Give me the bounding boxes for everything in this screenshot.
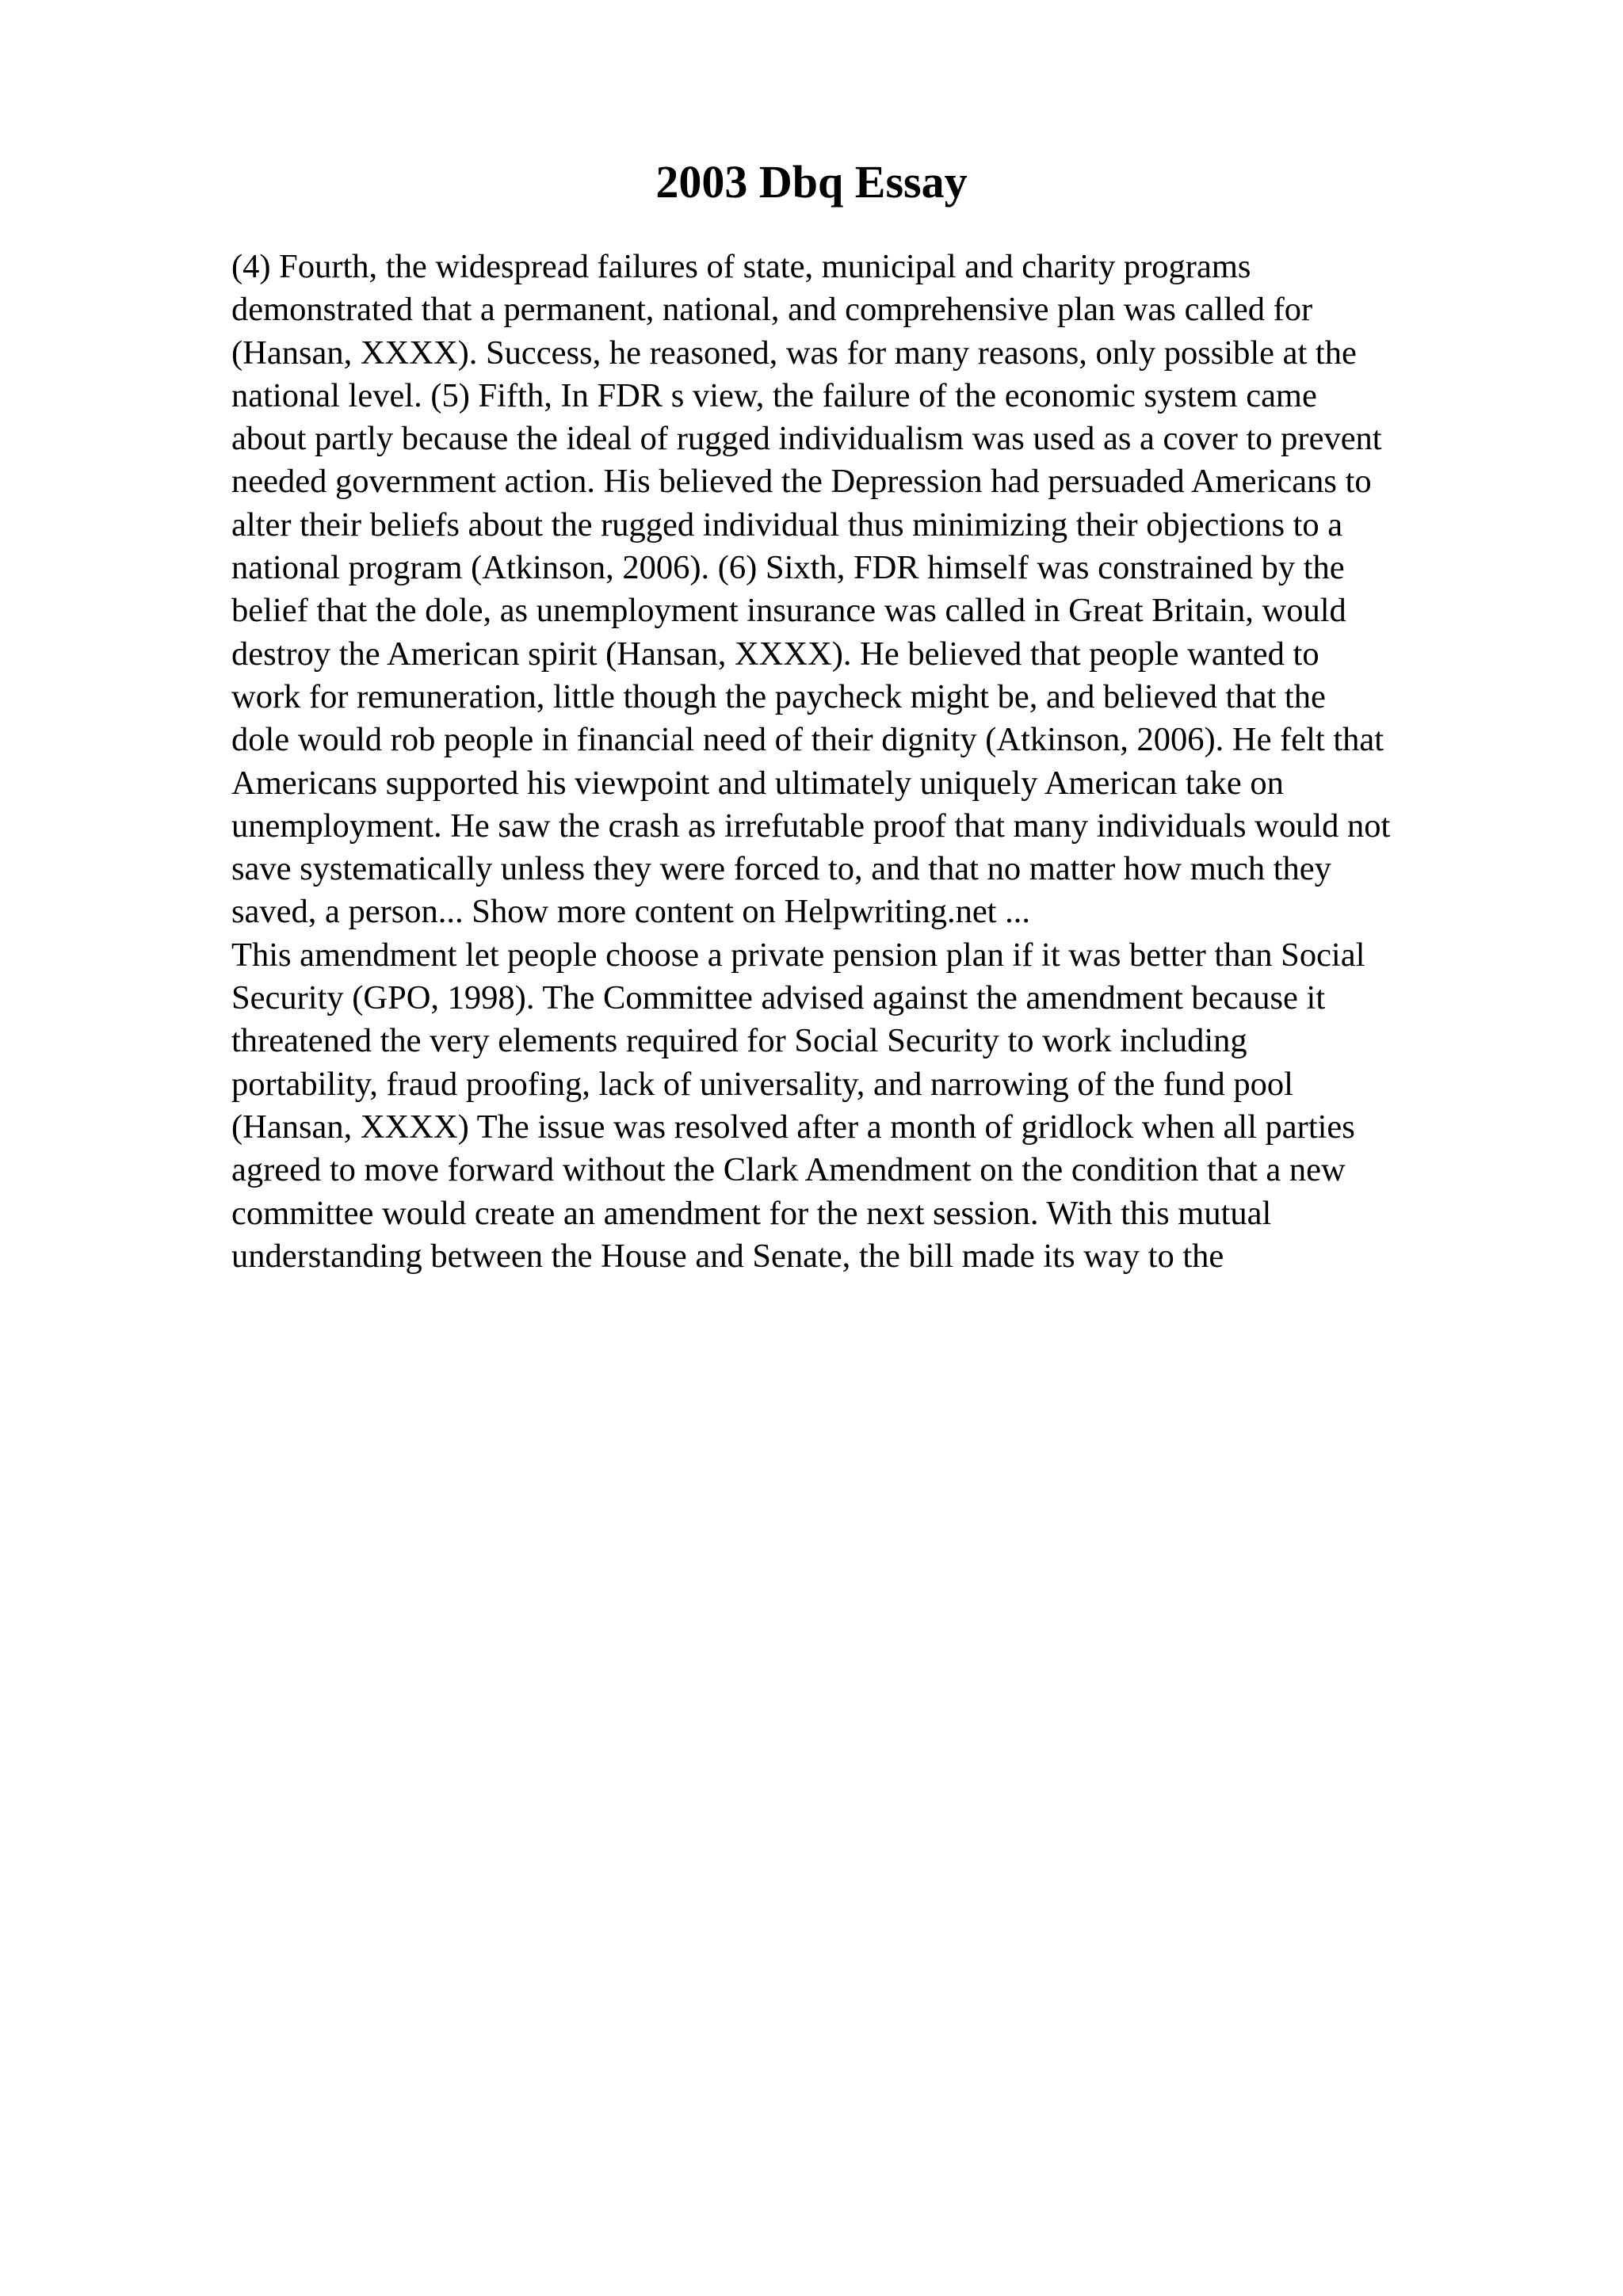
body-line: saved, a person... Show more content on Helpwriting.net ... bbox=[231, 893, 1030, 931]
body-line: save systematically unless they were forced to, and that no matter how much they bbox=[231, 850, 1331, 888]
body-line: national level. (5) Fifth, In FDR s view, the failure of the economic system came bbox=[231, 376, 1317, 414]
body-line: understanding between the House and Senate, the bill made its way to the bbox=[231, 1237, 1224, 1275]
body-line: belief that the dole, as unemployment insurance was called in Great Britain, would bbox=[231, 592, 1346, 630]
body-line: national program (Atkinson, 2006). (6) Sixth, FDR himself was constrained by the bbox=[231, 549, 1345, 587]
body-line: work for remuneration, little though the paycheck might be, and believed that the bbox=[231, 677, 1326, 715]
body-line: Security (GPO, 1998). The Committee advised against the amendment because it bbox=[231, 979, 1326, 1017]
body-line: demonstrated that a permanent, national, and comprehensive plan was called for bbox=[231, 291, 1313, 329]
body-line: Americans supported his viewpoint and ultimately uniquely American take on bbox=[231, 764, 1284, 802]
body-line: dole would rob people in financial need of their dignity (Atkinson, 2006). He felt that bbox=[231, 721, 1384, 759]
body-line: committee would create an amendment for the next session. With this mutual bbox=[231, 1194, 1272, 1232]
document-title: 2003 Dbq Essay bbox=[655, 156, 968, 208]
document-body bbox=[231, 246, 1531, 1278]
body-line: unemployment. He saw the crash as irrefutable proof that many individuals would not bbox=[231, 807, 1391, 845]
body-line: This amendment let people choose a private pension plan if it was better than Social bbox=[231, 936, 1365, 974]
body-line: (Hansan, XXXX) The issue was resolved after a month of gridlock when all parties bbox=[231, 1108, 1355, 1146]
body-line: (Hansan, XXXX). Success, he reasoned, was for many reasons, only possible at the bbox=[231, 334, 1357, 372]
body-line: about partly because the ideal of rugged individualism was used as a cover to prevent bbox=[231, 420, 1382, 458]
body-line: destroy the American spirit (Hansan, XXXX). He believed that people wanted to bbox=[231, 635, 1319, 673]
body-line: agreed to move forward without the Clark Amendment on the condition that a new bbox=[231, 1151, 1346, 1189]
body-line: needed government action. His believed the Depression had persuaded Americans to bbox=[231, 463, 1372, 501]
body-line: (4) Fourth, the widespread failures of state, municipal and charity programs bbox=[231, 248, 1251, 285]
body-line: alter their beliefs about the rugged individual thus minimizing their objections to a bbox=[231, 505, 1343, 543]
body-line: portability, fraud proofing, lack of universality, and narrowing of the fund pool bbox=[231, 1065, 1293, 1103]
body-line: threatened the very elements required for Social Security to work including bbox=[231, 1022, 1247, 1060]
